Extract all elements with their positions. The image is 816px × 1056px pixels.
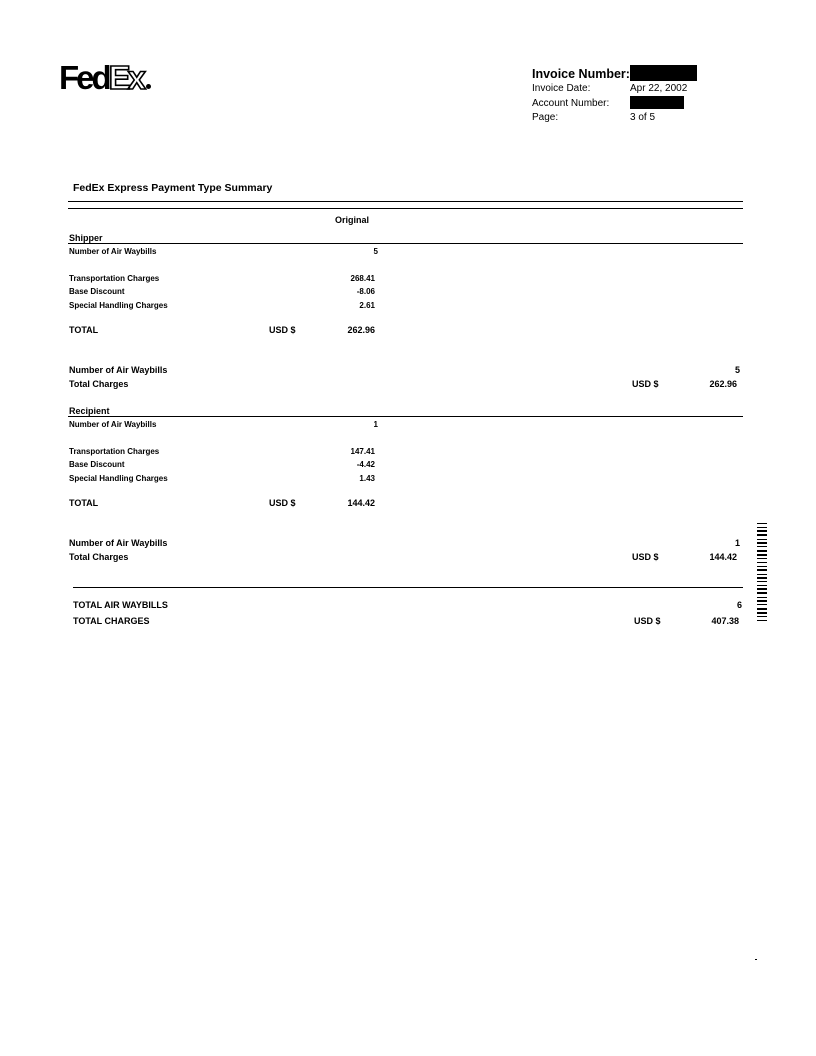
shipper-total-value: 262.96 [347, 325, 375, 335]
invoice-number-label: Invoice Number: [532, 67, 630, 81]
shipper-transport-value: 268.41 [350, 274, 375, 283]
recipient-discount-value: -4.42 [356, 460, 375, 469]
barcode-graphic [757, 523, 767, 621]
page-title: FedEx Express Payment Type Summary [73, 182, 273, 194]
recipient-handling-label: Special Handling Charges [69, 474, 168, 483]
invoice-date-value: Apr 22, 2002 [630, 83, 688, 94]
shipper-waybills-label: Number of Air Waybills [69, 247, 157, 256]
shipper-discount-value: -8.06 [356, 287, 375, 296]
fedex-logo [59, 58, 151, 98]
page-value: 3 of 5 [630, 112, 656, 123]
title-rule-1 [68, 201, 743, 202]
shipper-handling-label: Special Handling Charges [69, 301, 168, 310]
grand-charges-currency: USD $ [634, 616, 661, 626]
invoice-number-redacted [630, 65, 697, 81]
shipper-total-label: TOTAL [69, 325, 99, 335]
recipient-transport-label: Transportation Charges [69, 447, 160, 456]
recipient-discount-label: Base Discount [69, 460, 125, 469]
shipper-summary-charges-label: Total Charges [69, 379, 129, 389]
shipper-summary-charges-value: 262.96 [709, 379, 737, 389]
shipper-handling-value: 2.61 [359, 301, 375, 310]
recipient-summary-waybills-value: 1 [734, 538, 740, 548]
shipper-waybills-value: 5 [373, 247, 378, 256]
page-label: Page: [532, 112, 559, 123]
recipient-summary-charges-label: Total Charges [69, 552, 129, 562]
corner-mark [755, 959, 757, 960]
invoice-date-label: Invoice Date: [532, 83, 591, 94]
recipient-summary-charges-value: 144.42 [709, 552, 737, 562]
title-rule-2 [68, 208, 743, 209]
recipient-total-label: TOTAL [69, 498, 99, 508]
recipient-transport-value: 147.41 [350, 447, 375, 456]
grand-total-rule [73, 587, 743, 588]
shipper-discount-label: Base Discount [69, 287, 125, 296]
recipient-handling-value: 1.43 [359, 474, 375, 483]
column-header-original: Original [335, 215, 370, 225]
logo-dot [146, 84, 151, 89]
recipient-total-currency: USD $ [269, 498, 296, 508]
shipper-transport-label: Transportation Charges [69, 274, 160, 283]
recipient-summary-waybills-label: Number of Air Waybills [69, 538, 168, 548]
section-rule-recipient [68, 416, 743, 417]
recipient-waybills-label: Number of Air Waybills [69, 420, 157, 429]
section-title-recipient: Recipient [69, 406, 110, 416]
recipient-summary-currency: USD $ [632, 552, 659, 562]
account-number-redacted [630, 96, 684, 109]
grand-waybills-label: TOTAL AIR WAYBILLS [73, 600, 168, 610]
shipper-total-currency: USD $ [269, 325, 296, 335]
grand-charges-label: TOTAL CHARGES [73, 616, 150, 626]
shipper-summary-waybills-value: 5 [734, 365, 740, 375]
grand-waybills-value: 6 [736, 600, 742, 610]
grand-charges-value: 407.38 [711, 616, 739, 626]
logo-fed-text: Fed [59, 59, 109, 96]
logo-ex-text: Ex [108, 59, 144, 96]
recipient-waybills-value: 1 [373, 420, 378, 429]
recipient-total-value: 144.42 [347, 498, 375, 508]
section-title-shipper: Shipper [69, 233, 103, 243]
section-rule-shipper [68, 243, 743, 244]
account-number-label: Account Number: [532, 98, 610, 109]
shipper-summary-waybills-label: Number of Air Waybills [69, 365, 168, 375]
shipper-summary-currency: USD $ [632, 379, 659, 389]
